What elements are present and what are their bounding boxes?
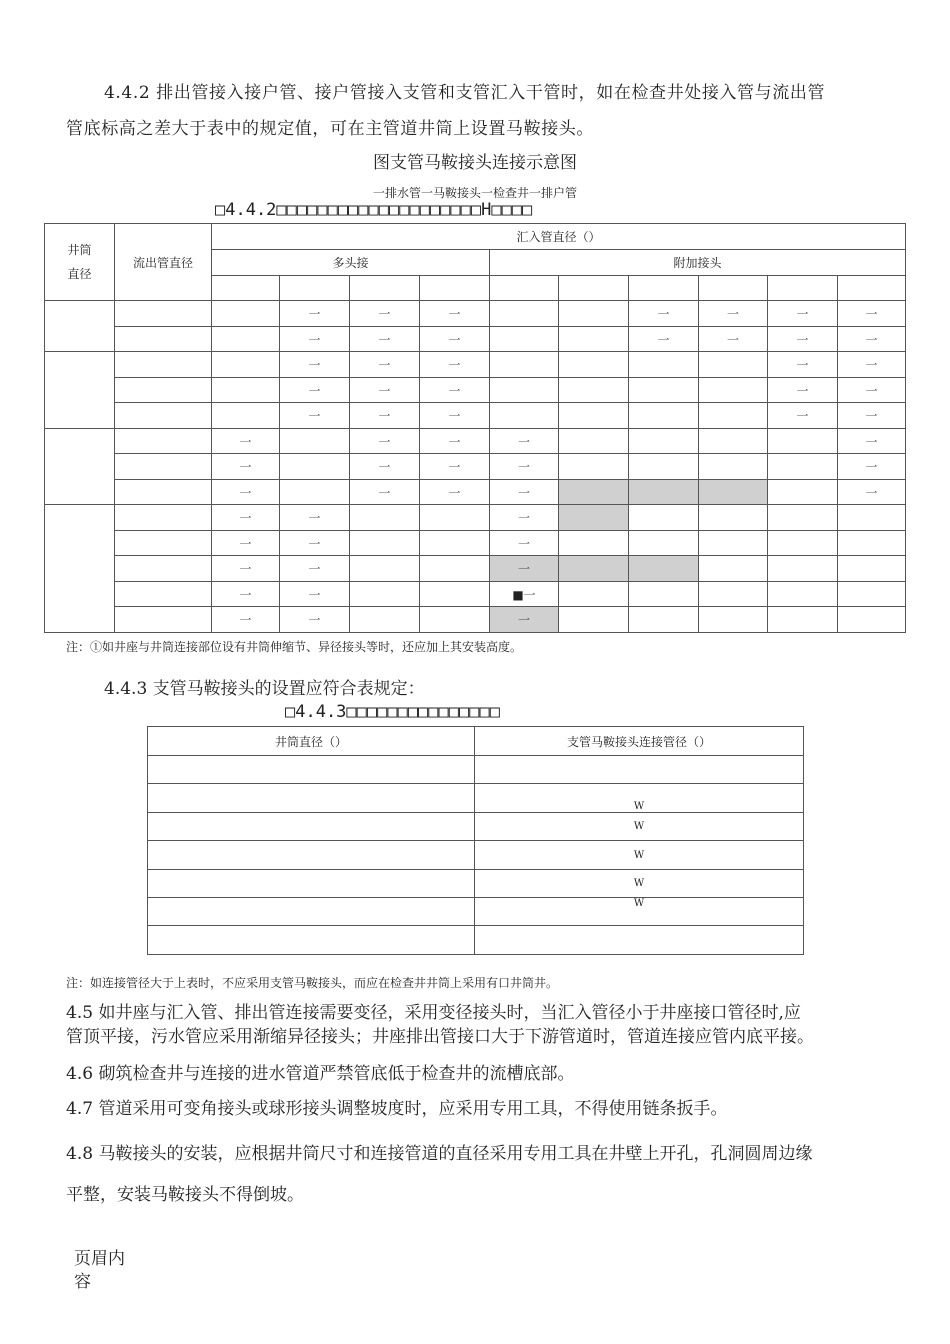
header-well-diameter-2: 井筒直径（）	[148, 727, 475, 756]
table-row: 一 一 一 一 一	[45, 480, 906, 505]
table-442	[44, 223, 906, 633]
header-well-diameter: 井筒直径	[45, 224, 115, 301]
figure-caption: 一排水管一马鞍接头一检查井一排户管	[372, 186, 577, 200]
table-row: 一 一 ■一	[45, 582, 906, 607]
table-row	[148, 926, 804, 955]
section-442-line1: 4.4.2 排出管接入接户管、接户管接入支管和支管汇入干管时，如在检查井处接入管与流出管	[104, 83, 826, 103]
footer-line1: 页眉内	[74, 1249, 125, 1269]
footer-line2: 容	[74, 1272, 91, 1292]
table-cell	[350, 276, 420, 301]
table-row: 一 一 一 一 一	[45, 403, 906, 429]
table-cell	[838, 276, 906, 301]
section-46-text: 4.6 砌筑检查井与连接的进水管道严禁管底低于检查井的流槽底部。	[66, 1064, 575, 1084]
section-45-line1: 4.5 如井座与汇入管、排出管连接需要变径，采用变径接头时，当汇入管径小于井座接口管径时,应	[66, 1003, 801, 1023]
table-row: 一 一 一 一 一 一 一	[45, 327, 906, 352]
table-cell	[490, 276, 559, 301]
table-row: W	[148, 784, 804, 813]
table-row: 一 一 一 一 一	[45, 454, 906, 480]
table-row: 一 一 一	[45, 531, 906, 556]
section-48-line2: 平整，安装马鞍接头不得倒坡。	[66, 1185, 304, 1205]
table1-title: □4.4.2□□□□□□□□□□□□□□□□□□□□H□□□□	[215, 200, 533, 220]
header-inflow-diameter: 汇入管直径（）	[212, 224, 906, 250]
table-cell	[629, 276, 699, 301]
table1-note: 注：①如井座与井筒连接部位设有井筒伸缩节、异径接头等时，还应加上其安装高度。	[66, 640, 523, 654]
table-443	[147, 726, 804, 955]
section-442-line2: 管底标高之差大于表中的规定值，可在主管道井筒上设置马鞍接头。	[66, 119, 594, 139]
table-row: W	[148, 870, 804, 898]
table-row: 一 一 一 一 一	[45, 378, 906, 403]
table-row: 一 一 一	[45, 556, 906, 582]
table-row: W	[148, 898, 804, 926]
section-45-line2: 管顶平接，污水管应采用渐缩异径接头；井座排出管接口大于下游管道时，管道连接应管内底平接。	[66, 1027, 814, 1047]
header-multi-joint: 多头接	[212, 250, 490, 276]
table-row: 一 一 一 一 一	[45, 429, 906, 454]
table-row: 一 一 一	[45, 607, 906, 633]
header-additional-joint: 附加接头	[490, 250, 906, 276]
table2-title: □4.4.3□□□□□□□□□□□□□□□	[285, 702, 500, 722]
table-cell	[280, 276, 350, 301]
header-outflow-diameter: 流出管直径	[115, 224, 212, 301]
section-48-line1: 4.8 马鞍接头的安装，应根据井筒尺寸和连接管道的直径采用专用工具在井壁上开孔，孔洞圆周边缘	[66, 1144, 813, 1164]
section-443-text: 4.4.3 支管马鞍接头的设置应符合表规定：	[104, 679, 425, 699]
table-cell	[212, 276, 280, 301]
table-row: W	[148, 841, 804, 870]
table-cell	[559, 276, 629, 301]
header-saddle-pipe-diameter: 支管马鞍接头连接管径（）	[475, 727, 804, 756]
table2-note: 注：如连接管径大于上表时，不应采用支管马鞍接头，而应在检查井井筒上采用有口井筒井。	[66, 976, 559, 990]
table-row: 一 一 一 一 一 一 一	[45, 301, 906, 327]
table-cell	[420, 276, 490, 301]
section-47-text: 4.7 管道采用可变角接头或球形接头调整坡度时，应采用专用工具，不得使用链条扳手。	[66, 1099, 728, 1119]
figure-title: 图支管马鞍接头连接示意图	[373, 153, 577, 173]
table-cell	[768, 276, 838, 301]
table-row	[148, 756, 804, 784]
table-row: 一 一 一 一 一	[45, 352, 906, 378]
table-row: W	[148, 813, 804, 841]
table-cell	[699, 276, 768, 301]
table-row: 一 一 一	[45, 505, 906, 531]
